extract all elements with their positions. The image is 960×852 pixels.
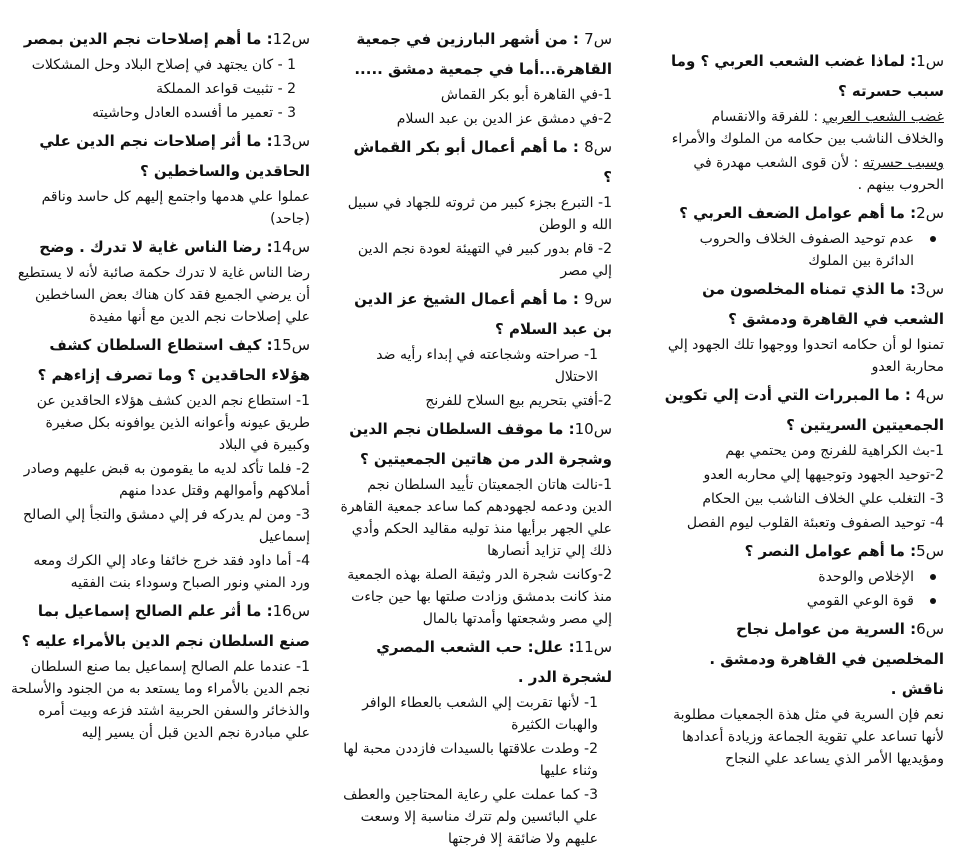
question-text: : ما موقف السلطان نجم الدين وشجرة الدر من هاتين الجمعيتين ؟ (349, 420, 612, 468)
question-text: : ما الذي تمناه المخلصون من الشعب في القاهرة ودمشق ؟ (702, 280, 944, 328)
question-number: س1 (916, 52, 944, 70)
question-number: س10 (574, 420, 612, 438)
answer-label: وسبب حسرته (862, 155, 944, 171)
numbered-item: 4- أما داود فقد خرج خائفا وعاد إلي الكرك ومعه ورد المني ونور الصباح وسوداء بنت الفقيه (33, 553, 310, 591)
numbered-item: 3- ومن لم يدركه فر إلي دمشق والتجأ إلي الصالح إسماعيل (23, 507, 310, 545)
numbered-item: 1-نالت هاتان الجمعيتان تأييد السلطان نجم الدين ودعمه لجهودهم كما ساعد جمعية القاهرة علي الجهر برأيها منذ توليه مقاليد الحكم وأدي ذلك إلي تزايد أنصارها (340, 477, 612, 559)
numbered-item: 3 - تعمير ما أفسده العادل وحاشيته (92, 105, 296, 121)
numbered-item: 1- لأنها تقربت إلي الشعب بالعطاء الوافر والهبات الكثيرة (362, 695, 598, 733)
question-text: : السرية من عوامل نجاح المخلصين في القاهرة ودمشق . ناقش . (709, 620, 944, 698)
question-number: س11 (574, 638, 612, 656)
numbered-item: 2-وكانت شجرة الدر وثيقة الصلة بهذه الجمعية منذ كانت بدمشق وزادت صلتها بها حين جاءت إلي مصر وشجعتها وأمدتها بالمال (347, 567, 612, 627)
numbered-item: 1-في القاهرة أبو بكر القماش (440, 87, 612, 103)
answer-paragraph (662, 152, 944, 196)
numbered-item: 1- عندما علم الصالح إسماعيل بما صنع السلطان نجم الدين بالأمراء وما يستعد به من الجنود والأسلحة والذخائر والسفن الحربية اشتد فزعه وبيت أمره علي مبادرة نجم الدين قبل أن يسير إليه (11, 659, 310, 741)
question-text: : ما المبررات التي أدت إلي تكوين الجمعيتين السريتين ؟ (664, 386, 944, 434)
question-heading (340, 132, 612, 192)
question-heading (10, 24, 310, 54)
answer-label: غضب الشعب العربي (822, 109, 944, 125)
numbered-item: 2- وطدت علاقتها بالسيدات فازددن محبة لها وثناء عليها (343, 741, 598, 779)
question-heading (340, 24, 612, 84)
column-middle (340, 22, 612, 852)
question-number: س6 (916, 620, 944, 638)
numbered-item: 1 - كان يجتهد في إصلاح البلاد وحل المشكلات (31, 57, 296, 73)
question-number: س3 (916, 280, 944, 298)
question-heading (10, 126, 310, 186)
question-number: س16 (272, 602, 310, 620)
numbered-item: 1- التبرع بجزء كبير من ثروته للجهاد في سبيل الله و الوطن (347, 195, 612, 233)
numbered-item: 3- التغلب علي الخلاف الناشب بين الحكام (702, 491, 944, 507)
question-number: س8 (584, 138, 612, 156)
numbered-item: 2-توحيد الجهود وتوجيهها إلي محاربه العدو (703, 467, 944, 483)
numbered-item: 3- كما عملت علي رعاية المحتاجين والعطف علي البائسين ولم تترك مناسبة إلا وسعت عليهم ولا ضائقة إلا فرجتها (343, 787, 598, 847)
numbered-item: 2 - تثبيت قواعد المملكة (156, 81, 296, 97)
question-number: س4 (916, 386, 944, 404)
numbered-item: 1- صراحته وشجاعته في إبداء رأيه ضد الاحتلال (376, 347, 598, 385)
question-heading (662, 614, 944, 704)
bullet-item: الإخلاص والوحدة (662, 566, 944, 588)
question-text: : ما أهم عوامل الضعف العربي ؟ (679, 204, 917, 222)
answer-paragraph: نعم فإن السرية في مثل هذة الجمعيات مطلوبة لأنها تساعد علي تقوية الجماعة وزيادة أعدادها ومؤيديها الأمر الذي يساعد علي النجاح (673, 707, 944, 767)
answer-paragraph (662, 106, 944, 150)
answer-paragraph: تمنوا لو أن حكامه اتحدوا ووجهوا تلك الجهود إلي محاربة العدو (667, 337, 944, 375)
answer-paragraph: عملوا علي هدمها واجتمع إليهم كل حاسد وناقم (جاحد) (41, 189, 310, 227)
question-text: : ما أهم إصلاحات نجم الدين بمصر (23, 30, 273, 48)
question-text: : لماذا غضب الشعب العربي ؟ وما سبب حسرته ؟ (671, 52, 944, 100)
question-heading (662, 46, 944, 106)
answer-paragraph: رضا الناس غاية لا تدرك حكمة صائبة لأنه لا يستطيع أن يرضي الجميع فقد كان هناك بعض الساخطين علي إصلاحات نجم الدين مع أنها مفيدة (17, 265, 310, 325)
question-text: : ما أثر إصلاحات نجم الدين علي الحاقدين والساخطين ؟ (39, 132, 310, 180)
numbered-item: 2-أفتي بتحريم بيع السلاح للفرنج (425, 393, 612, 409)
numbered-item: 1- استطاع نجم الدين كشف هؤلاء الحاقدين عن طريق عيونه وأعوانه الذين يوافونه بكل صغيرة وكبيرة في البلاد (36, 393, 310, 453)
answer-text: : للفرقة والانقسام والخلاف الناشب بين حكامه من الملوك والأمراء (671, 109, 944, 147)
numbered-item: 2- قام بدور كبير في التهيئة لعودة نجم الدين إلي مصر (357, 241, 612, 279)
question-text: : ما أثر علم الصالح إسماعيل بما صنع السلطان نجم الدين بالأمراء عليه ؟ (21, 602, 310, 650)
question-heading (340, 632, 612, 692)
question-heading (662, 380, 944, 440)
question-heading (340, 284, 612, 344)
bullet-item: قوة الوعي القومي (662, 590, 944, 612)
question-text: : كيف استطاع السلطان كشف هؤلاء الحاقدين ؟ وما تصرف إزاءهم ؟ (37, 336, 310, 384)
question-number: س9 (584, 290, 612, 308)
question-text: : رضا الناس غاية لا تدرك . وضح (39, 238, 273, 256)
question-heading (662, 274, 944, 334)
question-heading (662, 198, 944, 228)
answer-text: : لأن قوى الشعب مهدرة في الحروب بينهم . (693, 155, 944, 193)
bullet-item: عدم توحيد الصفوف الخلاف والحروب الدائرة بين الملوك (662, 228, 944, 272)
column-left (10, 22, 310, 746)
numbered-item: 4- توحيد الصفوف وتعبئة القلوب ليوم الفصل (686, 515, 944, 531)
question-number: س12 (272, 30, 310, 48)
question-number: س14 (272, 238, 310, 256)
question-heading (10, 330, 310, 390)
question-heading (340, 414, 612, 474)
numbered-item: 2- فلما تأكد لديه ما يقومون به قبض عليهم وصادر أملاكهم وأموالهم وقتل عددا منهم (23, 461, 310, 499)
question-text: : ما أهم أعمال أبو بكر القماش ؟ (353, 138, 612, 186)
question-number: س13 (272, 132, 310, 150)
question-text: : ما أهم أعمال الشيخ عز الدين بن عبد السلام ؟ (354, 290, 612, 338)
question-text: : من أشهر البارزين في جمعية القاهرة...أما في جمعية دمشق ..... (354, 30, 612, 78)
column-right (662, 44, 944, 772)
numbered-item: 2-في دمشق عز الدين بن عبد السلام (396, 111, 612, 127)
numbered-item: 1-بث الكراهية للفرنج ومن يحتمي بهم (725, 443, 944, 459)
question-number: س7 (584, 30, 612, 48)
question-text: : علل: حب الشعب المصري لشجرة الدر . (376, 638, 612, 686)
question-number: س5 (916, 542, 944, 560)
question-heading (10, 232, 310, 262)
question-number: س2 (916, 204, 944, 222)
question-text: : ما أهم عوامل النصر ؟ (744, 542, 917, 560)
question-heading (10, 596, 310, 656)
question-number: س15 (272, 336, 310, 354)
question-heading (662, 536, 944, 566)
